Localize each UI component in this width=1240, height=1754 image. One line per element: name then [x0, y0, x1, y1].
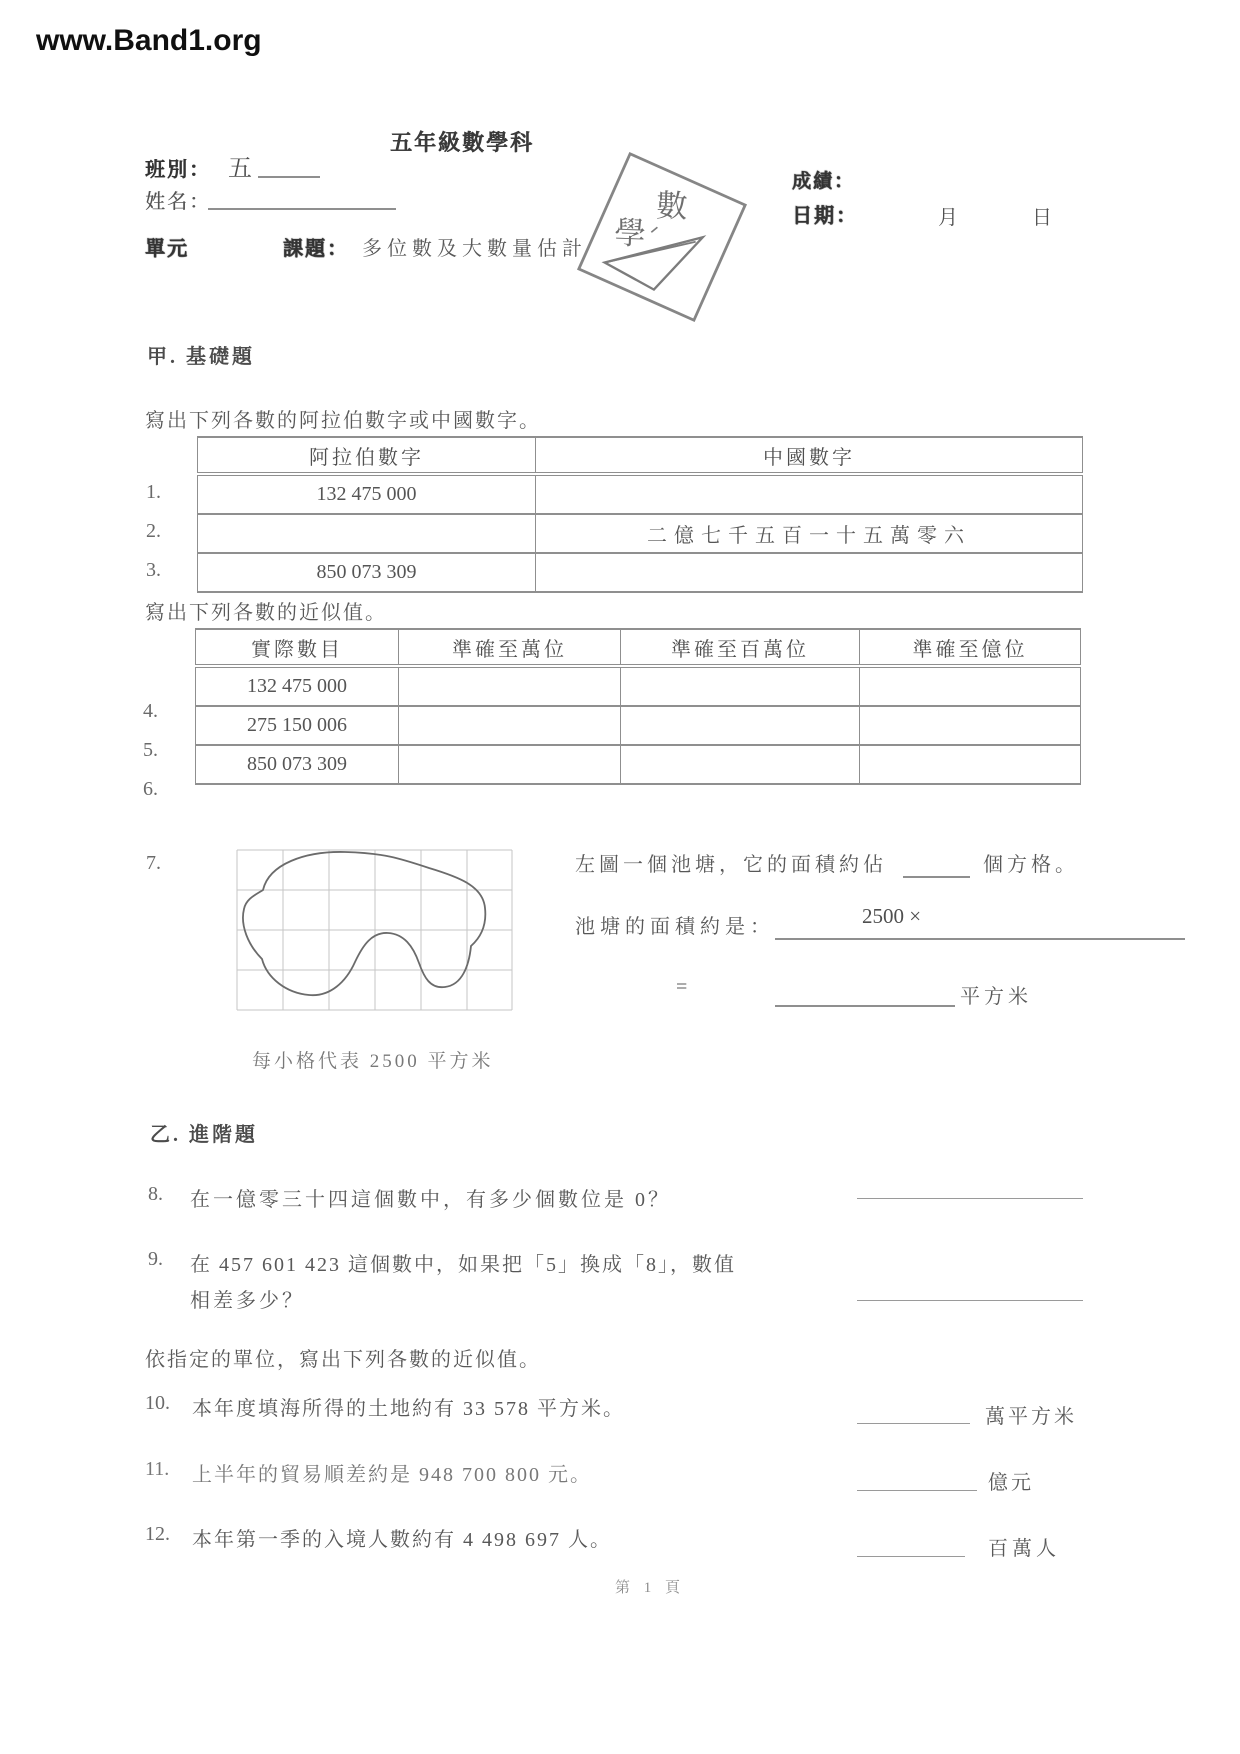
- row-number-6: 6.: [143, 778, 158, 800]
- question-8-number: 8.: [148, 1183, 163, 1205]
- table2-r6-c4: [860, 745, 1081, 784]
- table1-r3-arabic: 850 073 309: [198, 553, 536, 592]
- class-label: 班別：: [145, 159, 211, 181]
- q12-answer-blank: [857, 1530, 965, 1557]
- q7-line2-label: 池塘的面積約是：: [575, 916, 775, 938]
- row-number-3: 3.: [146, 559, 161, 581]
- question-12-number: 12.: [145, 1523, 170, 1545]
- name-label: 姓名：: [145, 191, 211, 213]
- q8-answer-blank: [857, 1172, 1083, 1199]
- question-9-number: 9.: [148, 1248, 163, 1270]
- table-row: [198, 514, 1083, 553]
- question-10-number: 10.: [145, 1392, 170, 1414]
- table2-r5-value: 275 150 006: [196, 706, 399, 745]
- table1-r2-chinese: 二億七千五百一十五萬零六: [536, 514, 1083, 553]
- section-a-heading: 甲. 基礎題: [147, 346, 255, 368]
- page-title: 五年級數學科: [390, 130, 535, 155]
- score-label: 成績：: [792, 171, 856, 192]
- row-number-2: 2.: [146, 520, 161, 542]
- q7-line1-prefix: 左圖一個池塘，它的面積約佔: [575, 854, 887, 876]
- table2-r5-c2: [399, 706, 621, 745]
- q7-line3-blank: [775, 976, 955, 1007]
- class-blank-line: [258, 150, 320, 178]
- table2-r6-c2: [399, 745, 621, 784]
- table-row: [196, 745, 1081, 784]
- question-11-number: 11.: [145, 1458, 170, 1480]
- table2-header-million: 準確至百萬位: [621, 629, 860, 666]
- pond-caption: 每小格代表 2500 平方米: [252, 1051, 494, 1072]
- table2-r4-c2: [399, 666, 621, 706]
- table1-r1-chinese: [536, 474, 1083, 514]
- instruction-2: 寫出下列各數的近似值。: [145, 602, 387, 624]
- numerals-table: [197, 436, 1083, 593]
- row-number-1: 1.: [146, 481, 161, 503]
- topic-label: 課題：: [283, 238, 349, 260]
- q7-line3-equals: =: [676, 976, 690, 998]
- table1-header-arabic: 阿拉伯數字: [198, 437, 536, 474]
- instruction-3: 依指定的單位，寫出下列各數的近似值。: [145, 1349, 541, 1371]
- table2-header-actual: 實際數目: [196, 629, 399, 666]
- table2-r5-c4: [860, 706, 1081, 745]
- q7-line1-suffix: 個方格。: [983, 854, 1079, 876]
- question-9-line2: 相差多少？: [190, 1290, 305, 1312]
- question-10-text: 本年度填海所得的土地約有 33 578 平方米。: [192, 1398, 625, 1420]
- topic-value: 多位數及大數量估計: [362, 238, 587, 260]
- table2-r4-c4: [860, 666, 1081, 706]
- instruction-1: 寫出下列各數的阿拉伯數字或中國數字。: [145, 410, 541, 432]
- question-8-text: 在一億零三十四這個數中，有多少個數位是 0？: [190, 1189, 671, 1211]
- q7-line3-unit: 平方米: [960, 986, 1032, 1008]
- row-number-4: 4.: [143, 700, 158, 722]
- date-label: 日期：: [792, 205, 858, 227]
- table1-header-chinese: 中國數字: [536, 437, 1083, 474]
- month-label: 月: [938, 207, 960, 229]
- table2-header-hundredmillion: 準確至億位: [860, 629, 1081, 666]
- table-row: [198, 474, 1083, 514]
- table-row: [196, 666, 1081, 706]
- table2-r4-c3: [621, 666, 860, 706]
- table2-r5-c3: [621, 706, 860, 745]
- q7-line2-blank: [775, 908, 1185, 940]
- table1-r1-arabic: 132 475 000: [198, 474, 536, 514]
- day-label: 日: [1032, 207, 1054, 229]
- table-row: [198, 553, 1083, 592]
- row-number-5: 5.: [143, 739, 158, 761]
- question-9-line1: 在 457 601 423 這個數中，如果把「5」換成「8」，數值: [190, 1254, 736, 1276]
- name-blank-line: [208, 182, 396, 210]
- q9-answer-blank: [857, 1274, 1083, 1301]
- class-value: 五: [228, 156, 252, 182]
- pond-outline-icon: [243, 852, 485, 995]
- question-7-number: 7.: [146, 852, 161, 874]
- table2-header-tenthousand: 準確至萬位: [399, 629, 621, 666]
- unit-label: 單元: [145, 238, 189, 260]
- site-watermark: www.Band1.org: [36, 24, 262, 57]
- page-footer: 第 1 頁: [615, 1580, 686, 1596]
- pond-grid-figure: [233, 846, 515, 1019]
- stamp-char-2: 學: [613, 215, 647, 252]
- q7-line2-value: 2500 ×: [862, 904, 922, 928]
- table2-r6-c3: [621, 745, 860, 784]
- grid-lines-icon: [237, 850, 512, 1010]
- q10-answer-blank: [857, 1397, 970, 1424]
- q12-answer-unit: 百萬人: [988, 1538, 1060, 1560]
- math-stamp-icon: [568, 140, 757, 334]
- question-11-text: 上半年的貿易順差約是 948 700 800 元。: [192, 1464, 592, 1486]
- table2-r6-value: 850 073 309: [196, 745, 399, 784]
- section-b-heading: 乙. 進階題: [150, 1124, 258, 1146]
- table1-r2-arabic: [198, 514, 536, 553]
- stamp-char-1: 數: [655, 188, 689, 225]
- table-row: [196, 706, 1081, 745]
- q11-answer-unit: 億元: [988, 1472, 1034, 1494]
- q10-answer-unit: 萬平方米: [985, 1406, 1077, 1428]
- table2-r4-value: 132 475 000: [196, 666, 399, 706]
- q7-line1-blank: [903, 850, 970, 878]
- rounding-table: [195, 628, 1081, 785]
- table1-r3-chinese: [536, 553, 1083, 592]
- question-12-text: 本年第一季的入境人數約有 4 498 697 人。: [192, 1529, 612, 1551]
- q11-answer-blank: [857, 1464, 977, 1491]
